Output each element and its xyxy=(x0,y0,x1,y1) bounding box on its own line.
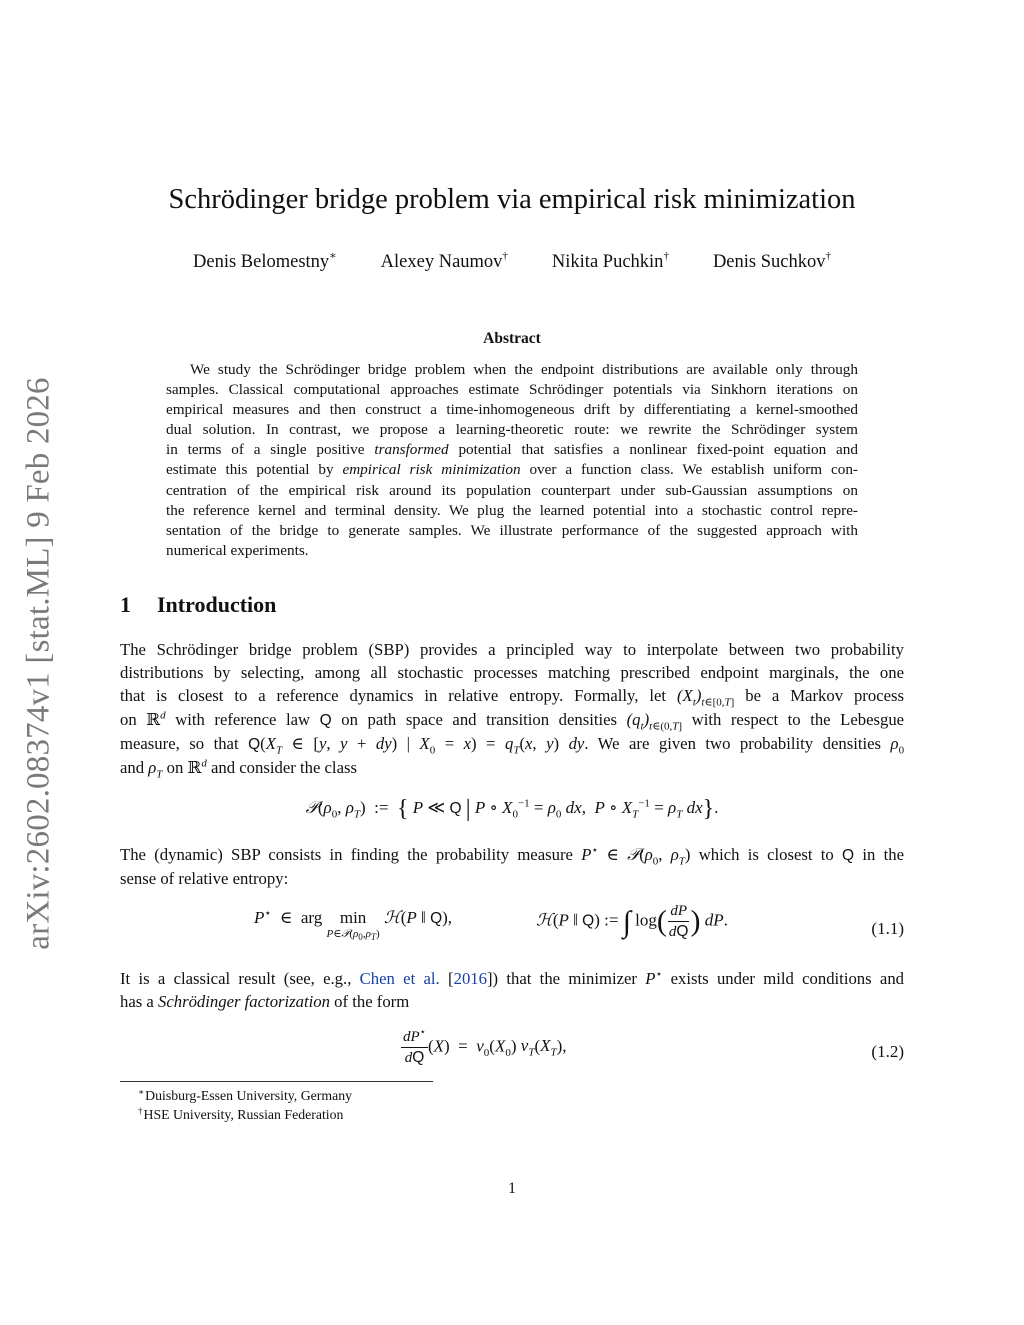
abstract-line: samples. Classical computational approaches estimate Schrödinger potentials via Sinkhorn iterations on xyxy=(166,381,858,399)
footnote-rule xyxy=(120,1081,433,1082)
math-q: Q xyxy=(319,711,332,729)
abstract-line: dual solution. In contrast, we propose a learning-theoretic route: we rewrite the Schrödinger system xyxy=(166,421,858,439)
abstract-body xyxy=(166,360,858,561)
citation-link[interactable]: Chen et al. xyxy=(359,969,440,988)
factorization-paragraph: It is a classical result (see, e.g., Chen et al. [2016]) that the minimizer P⋆ exists under mild conditions and has a Schrödinger factorization of the form xyxy=(120,968,905,1012)
section-heading: 1 Introduction xyxy=(120,592,277,617)
abstract-line: numerical experiments. xyxy=(166,541,309,559)
footnote: ∗Duisburg-Essen University, Germany xyxy=(138,1087,353,1103)
equation-1-1: P⋆ ∈ arg min $P\in 𝒫(\rho_0,\rho_T)$ ℋ(P ‖ Q), ℋ(P ‖ Q) := ∫ log( $\frac{dP}{dQ}$ ) dP. (1.1) xyxy=(254,903,904,943)
footnote: †HSE University, Russian Federation xyxy=(138,1106,344,1122)
abstract-heading: Abstract xyxy=(483,330,541,347)
sbp-paragraph: The (dynamic) SBP consists in finding the probability measure P⋆ ∈ $𝒫(\rho_0$, $\rho_T$) which is closest to Q in the sense of relative entropy: xyxy=(120,844,905,889)
author-list xyxy=(120,252,904,273)
abstract-line: empirical measures and then construct a time-inhomogeneous drift by differentiating a kernel-smoothed xyxy=(166,401,858,419)
math-rd: ℝ$^d$ xyxy=(146,709,166,729)
abstract-line: estimate this potential by empirical risk minimization over a function class. We establish uniform con- xyxy=(166,461,858,479)
citation-year-link[interactable]: 2016 xyxy=(453,969,487,988)
page-number: 1 xyxy=(508,1180,516,1197)
abstract-line: We study the Schrödinger bridge problem when the endpoint distributions are available only through xyxy=(190,361,858,378)
abstract-line: in terms of a single positive transformed potential that satisfies a nonlinear fixed-point equation and xyxy=(166,441,858,459)
equation-number: (1.2) xyxy=(871,1042,904,1061)
paper-title: Schrödinger bridge problem via empirical risk minimization xyxy=(168,184,856,215)
abstract-line: sentation of the bridge to generate samples. We illustrate performance of the suggested approach with xyxy=(166,521,858,539)
math-rd: ℝ$^d$ xyxy=(187,757,207,778)
equation-class-definition: $𝒫(\rho_0$, $\rho_T$) := { P ≪ Q | P ∘ $X_0^{-1} = \rho_0$ dx, P ∘ $X_T^{-1} = \rho_T$ dx}. xyxy=(305,796,719,822)
math-process: $(X_t)_{t\in[0,T]}$ xyxy=(676,686,735,709)
author: Denis Belomestny∗ xyxy=(193,250,337,272)
math-rhoT: $\rho_T$ xyxy=(148,758,163,781)
author: Alexey Naumov† xyxy=(380,250,508,272)
math-densities: $(q_t)_{t\in(0,T]}$ xyxy=(626,709,683,732)
abstract-line: the reference kernel and terminal density. We plug the learned potential into a stochastic control repre- xyxy=(166,501,858,519)
math-rho0: $\rho_0$ xyxy=(890,733,905,757)
author: Denis Suchkov† xyxy=(712,250,831,272)
math-pstar: P⋆ xyxy=(645,968,663,988)
math-transition: $Q(X_T$ ∈ [y, y + dy) | $X_0 = x) = q_T(x$, y) dy xyxy=(248,733,585,757)
author: Nikita Puchkin† xyxy=(551,250,669,272)
math-pstar: P⋆ ∈ $𝒫(\rho_0$, $\rho_T$) xyxy=(581,844,691,868)
arxiv-stamp: arXiv:2602.08374v1 [stat.ML] 9 Feb 2026 xyxy=(20,376,57,950)
equation-number: (1.1) xyxy=(871,919,904,938)
intro-paragraph: The Schrödinger bridge problem (SBP) provides a principled way to interpolate between two probability distributions by selecting, among all stochastic processes matching prescribed endpoint marginals, the one that is closest to a reference dynamics in relative entropy. Formally, let $(X_t)_{t\in[0,T]}$ be a Markov process on ℝ$^d$ with reference law Q on path space and transition densities $(q_t)_{t\in(0,T]}$ with respect to the Lebesgue measure, so that $Q(X_T$ ∈ [y, y + dy) | $X_0 = x) = q_T(x$, y) dy. We are given two probability densities $\rho_0$ and $\rho_T$ on ℝ$^d$ and consider the class xyxy=(120,640,905,781)
equation-1-2: $\frac{dP^⋆}{dQ}$ $(X) = \nu_0(X_0)$ $\nu_T(X_T)$, (1.2) xyxy=(403,1027,904,1066)
abstract-line: centration of the empirical risk around its population counterpart under sub-Gaussian assumptions on xyxy=(166,481,858,499)
